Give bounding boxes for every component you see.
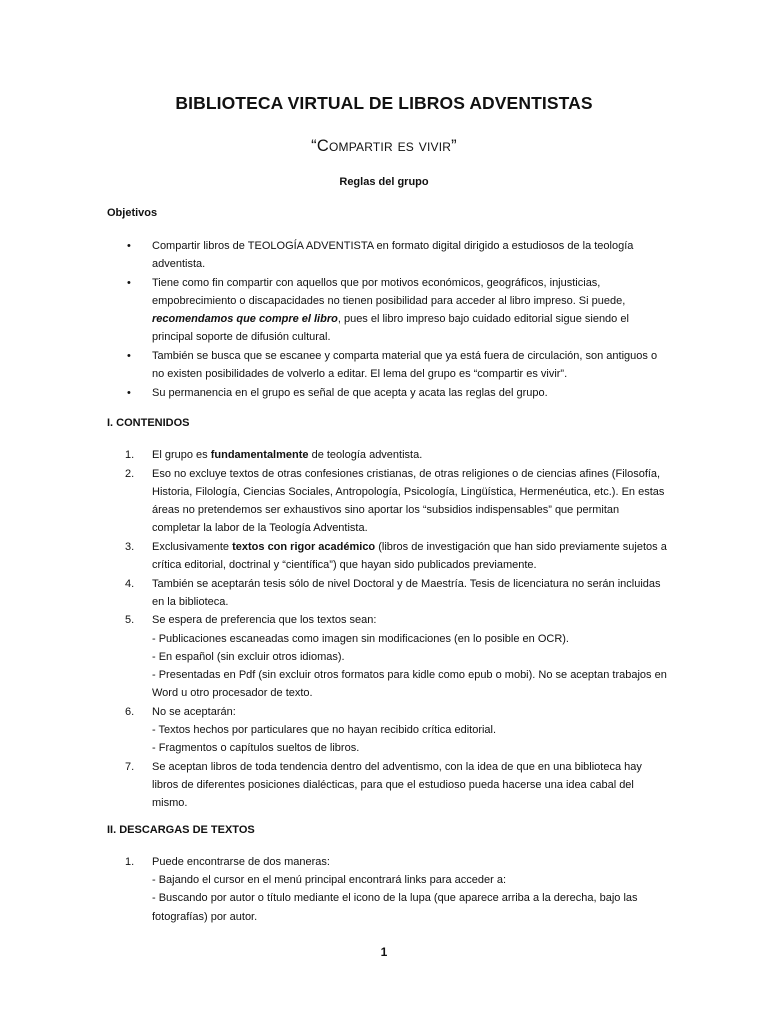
list-item-text: (libros de investigación que han sido previamente sujetos a crítica editorial, doctrinal y “científica”) que hayan sido publicados previamente. [152,540,667,571]
number-marker: 1. [125,449,135,461]
list-item [107,575,667,611]
list-item [107,611,667,702]
list-item-text: Compartir libros de TEOLOGÍA ADVENTISTA en formato digital dirigido a estudiosos de la teología adventista. [152,240,634,271]
list-item-text: Se espera de preferencia que los textos sean: [152,614,377,627]
list-item-text: de teología adventista. [311,449,423,461]
list-item [107,347,667,383]
number-marker: 4. [125,577,135,590]
list-item-text: Exclusivamente [152,540,230,553]
number-marker: 3. [125,540,135,553]
contenidos-list [107,446,667,813]
list-item-subline: - Publicaciones escaneadas como imagen sin modificaciones (en lo posible en OCR). [152,632,569,645]
list-item-text: Su permanencia en el grupo es señal de que acepta y acata las reglas del grupo. [152,386,548,399]
number-marker: 2. [125,467,135,480]
list-item [107,538,667,574]
list-item-text: Se aceptan libros de toda tendencia dentro del adventismo, con la idea de que en una biblioteca hay libros de diferentes posiciones dialécticas, para que el estudioso pueda hacerse una idea cabal del mismo. [152,760,642,810]
list-item [107,384,667,402]
number-marker: 1. [125,856,135,868]
list-item [107,446,667,464]
list-item [107,758,667,813]
list-item [107,853,667,926]
list-item-text: Eso no excluye textos de otras confesiones cristianas, de otras religiones o de ciencias afines (Filosofía, Historia, Filología, Ciencias Sociales, Antropología, Psicología, Lingüística, Hermenéutica, etc.). En estas áreas no pretendemos ser exhaustivos sino aportar los “subsidios indispensables” que permitan completar la labor de la Teología Adventista. [152,467,665,535]
contenidos-heading: I. CONTENIDOS [107,417,190,429]
emphasis-text: textos con rigor académico [232,540,376,553]
list-item-subline: - Textos hechos por particulares que no hayan recibido crítica editorial. [152,724,497,736]
number-marker: 5. [125,614,135,627]
descargas-list [107,853,667,926]
bullet-marker: • [127,386,131,399]
emphasis-text: recomendamos que compre el libro [152,313,338,326]
list-item-subline: - Presentadas en Pdf (sin excluir otros formatos para kidle como epub o mobi). No se aceptan trabajos en Word u otro procesador de texto. [152,669,667,700]
list-item-text: No se aceptarán: [152,705,236,718]
bullet-marker: • [127,240,131,252]
descargas-heading: II. DESCARGAS DE TEXTOS [107,824,255,836]
list-item-subline: - Buscando por autor o título mediante el icono de la lupa (que aparece arriba a la derecha, bajo las fotografías) por autor. [152,892,638,923]
list-item-subline: - Bajando el cursor en el menú principal encontrará links para acceder a: [152,874,507,887]
page-number: 1 [380,945,388,959]
bullet-marker: • [127,350,131,362]
objetivos-list [107,237,667,402]
number-marker: 7. [125,760,135,773]
list-item [107,237,667,273]
objetivos-heading: Objetivos [107,207,158,219]
list-item-text: Puede encontrarse de dos maneras: [152,856,330,868]
list-item-text: El grupo es [152,449,208,461]
list-item-text: También se busca que se escanee y comparta material que ya está fuera de circulación, son antiguos o no existen posibilidades de volverlo a editar. El lema del grupo es “compartir es vivir”. [152,350,658,381]
list-item-text: , pues el libro impreso bajo cuidado editorial sigue siendo el principal soporte de difusión cultural. [152,313,629,344]
list-item-subline: - En español (sin excluir otros idiomas). [152,650,345,663]
rules-heading: Reglas del grupo [339,176,429,188]
list-item [107,465,667,538]
list-item-text: También se aceptarán tesis sólo de nivel Doctoral y de Maestría. Tesis de licenciatura no serán incluidas en la biblioteca. [152,577,661,608]
emphasis-text: fundamentalmente [210,449,309,461]
list-item [107,274,667,347]
list-item-text: Tiene como fin compartir con aquellos que por motivos económicos, geográficos, injusticias, empobrecimiento o discapacidades no tienen posibilidad para acceder al libro impreso. Si puede, [152,276,626,307]
list-item-subline: - Fragmentos o capítulos sueltos de libros. [152,742,360,755]
document-subtitle: “Compartir es vivir” [311,137,457,155]
list-item [107,703,667,758]
bullet-marker: • [127,276,131,289]
number-marker: 6. [125,705,135,718]
document-title: BIBLIOTECA VIRTUAL DE LIBROS ADVENTISTAS [175,93,593,113]
